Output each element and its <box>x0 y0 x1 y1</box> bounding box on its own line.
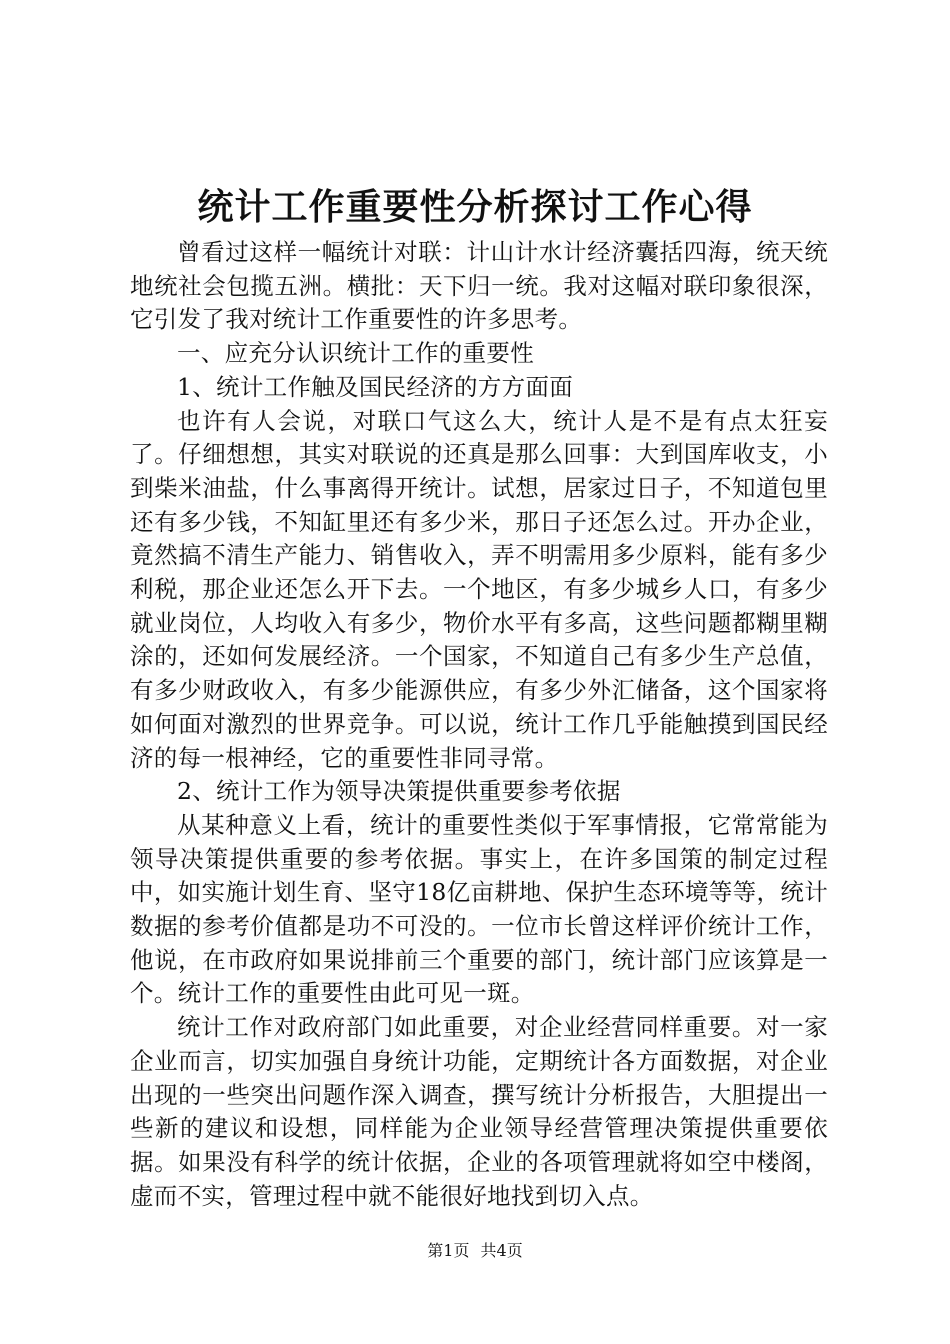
paragraph-economy: 也许有人会说，对联口气这么大，统计人是不是有点太狂妄了。仔细想想，其实对联说的还真是那么回事：大到国库收支，小到柴米油盐，什么事离得开统计。试想，居家过日子，不知道包里还有多少钱，不知缸里还有多少米，那日子还怎么过。开办企业，竟然搞不清生产能力、销售收入，弄不明需用多少原料，能有多少利税，那企业还怎么开下去。一个地区，有多少城乡人口，有多少就业岗位，人均收入有多少，物价水平有多高，这些问题都糊里糊涂的，还如何发展经济。一个国家，不知道自己有多少生产总值，有多少财政收入，有多少能源供应，有多少外汇储备，这个国家将如何面对激烈的世界竞争。可以说，统计工作几乎能触摸到国民经济的每一根神经，它的重要性非同寻常。 <box>130 406 828 772</box>
page-footer <box>0 1240 950 1262</box>
paragraph-enterprise: 统计工作对政府部门如此重要，对企业经营同样重要。对一家企业而言，切实加强自身统计功能，定期统计各方面数据，对企业出现的一些突出问题作深入调查，撰写统计分析报告，大胆提出一些新的建议和设想，同样能为企业领导经营管理决策提供重要依据。如果没有科学的统计依据，企业的各项管理就将如空中楼阁，虚而不实，管理过程中就不能很好地找到切入点。 <box>130 1013 828 1210</box>
page-number: 第1页 <box>427 1241 470 1260</box>
subsection-heading-2: 2、统计工作为领导决策提供重要参考依据 <box>177 777 621 806</box>
paragraph-decision: 从某种意义上看，统计的重要性类似于军事情报，它常常能为领导决策提供重要的参考依据。事实上，在许多国策的制定过程中，如实施计划生育、坚守18亿亩耕地、保护生态环境等等，统计数据的参考价值都是功不可没的。一位市长曾这样评价统计工作，他说，在市政府如果说排前三个重要的部门，统计部门应该算是一个。统计工作的重要性由此可见一斑。 <box>130 810 828 1008</box>
page-total: 共4页 <box>480 1241 523 1260</box>
paragraph-intro: 曾看过这样一幅统计对联：计山计水计经济囊括四海，统天统地统社会包揽五洲。横批：天下归一统。我对这幅对联印象很深，它引发了我对统计工作重要性的许多思考。 <box>130 238 828 334</box>
subsection-heading-1: 1、统计工作触及国民经济的方方面面 <box>177 372 574 401</box>
document-title: 统计工作重要性分析探讨工作心得 <box>197 186 753 228</box>
document-body <box>130 236 828 1213</box>
section-heading-1: 一、应充分认识统计工作的重要性 <box>177 339 534 368</box>
